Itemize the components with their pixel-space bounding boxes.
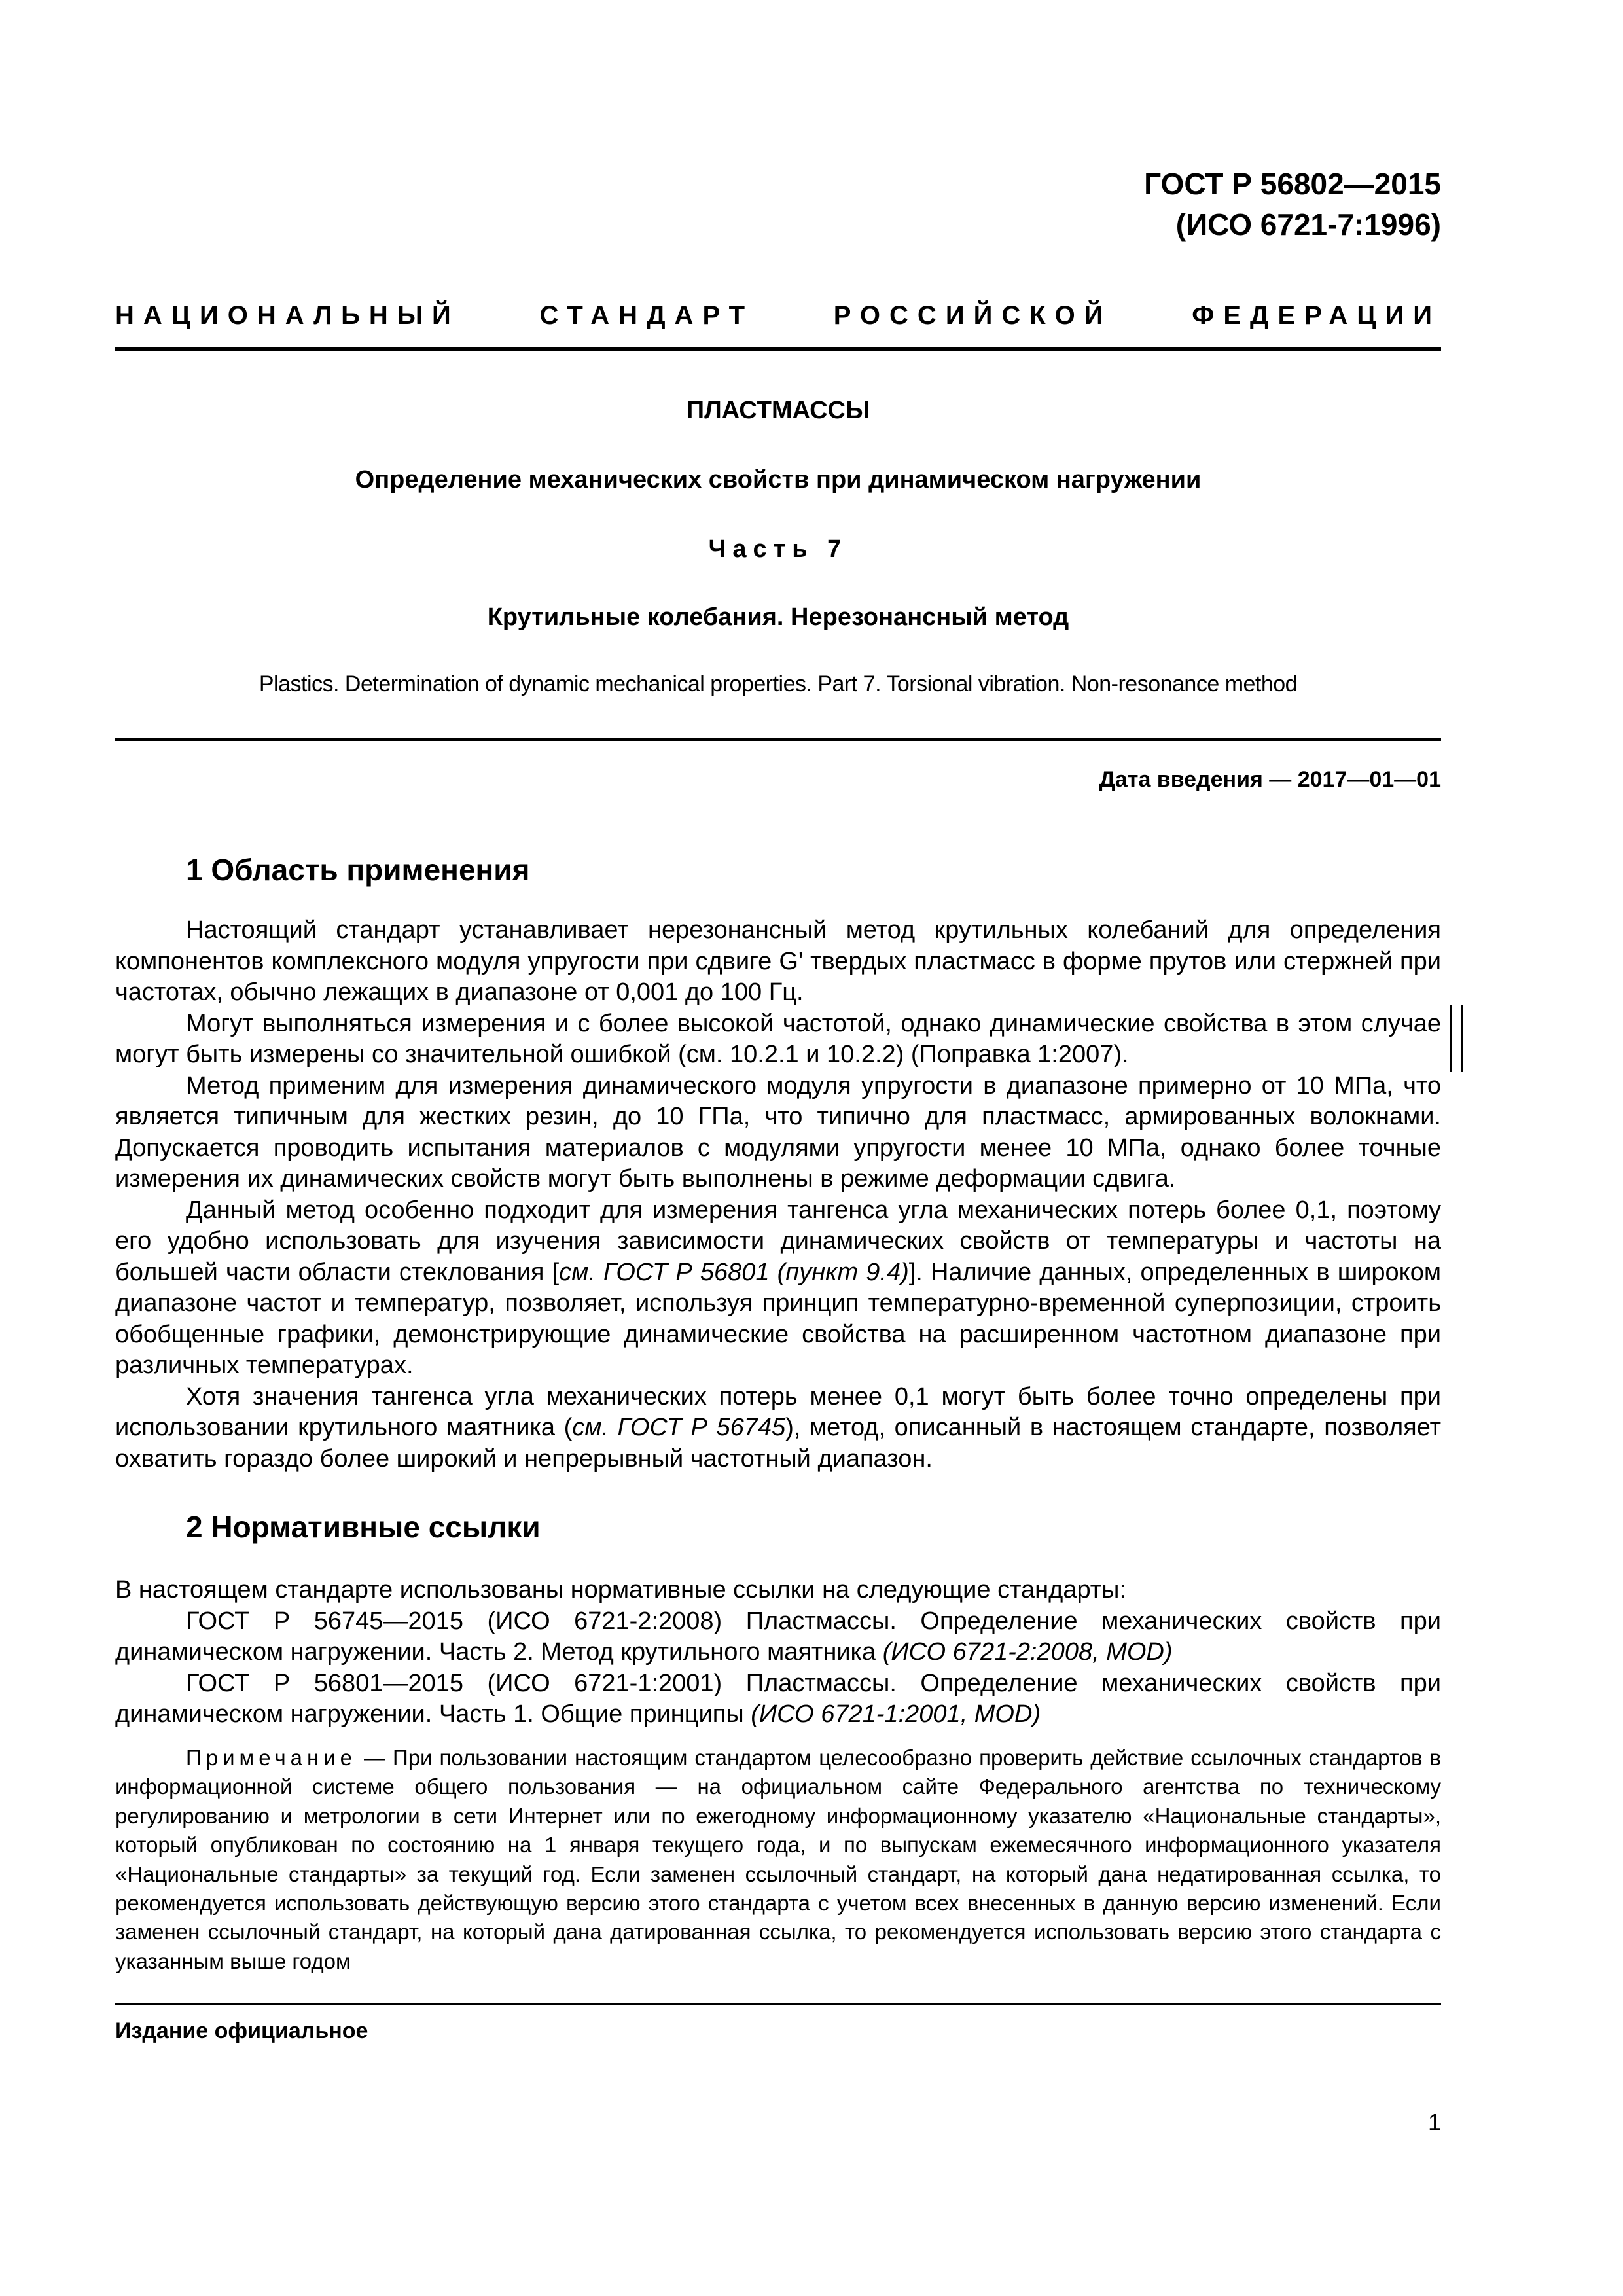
document-title: ПЛАСТМАССЫ bbox=[686, 397, 870, 424]
note-block bbox=[115, 1744, 1441, 1976]
reference-equivalence: (ИСО 6721-1:2001, MOD) bbox=[751, 1700, 1041, 1728]
banner-word: НАЦИОНАЛЬНЫЙ bbox=[115, 301, 460, 330]
amendment-margin-mark bbox=[1450, 1005, 1463, 1072]
paragraph: В настоящем стандарте использованы нормативные ссылки на следующие стандарты: bbox=[115, 1576, 1127, 1604]
section-2-heading: 2 Нормативные ссылки bbox=[186, 1510, 541, 1544]
page-number: 1 bbox=[1427, 2109, 1441, 2136]
note-paragraph bbox=[115, 1744, 1441, 1976]
standard-number: ГОСТ Р 56802—2015 bbox=[1144, 167, 1441, 201]
part-title: Крутильные колебания. Нерезонансный метод bbox=[487, 603, 1069, 631]
banner-word: ФЕДЕРАЦИИ bbox=[1192, 301, 1441, 330]
reference-text: ГОСТ Р 56801—2015 (ИСО 6721-1:2001) Пластмассы. Определение механических свойств при динамическом нагружении. Часть 1. Общие принципы bbox=[115, 1669, 1441, 1728]
paragraph-text: Хотя значения тангенса угла механических потерь менее 0,1 могут быть более точно определены при использовании крутильного маятника ( bbox=[115, 1382, 1441, 1441]
paragraph: Настоящий стандарт устанавливает нерезонансный метод крутильных колебаний для определения компонентов комплексного модуля упругости при сдвиге G' твердых пластмасс в форме прутов или стержней при частотах, обычно лежащих в диапазоне от 0,001 до 100 Гц. bbox=[115, 916, 1441, 1006]
introduction-date: Дата введения — 2017—01—01 bbox=[1099, 767, 1441, 792]
cross-reference: см. ГОСТ Р 56801 (пункт 9.4) bbox=[559, 1258, 909, 1286]
paragraph bbox=[115, 1195, 1441, 1382]
english-title: Plastics. Determination of dynamic mechanical properties. Part 7. Torsional vibration. Non-resonance method bbox=[259, 672, 1298, 696]
paragraph-text: Данный метод особенно подходит для измерения тангенса угла механических потерь более 0,1, поэтому его удобно использовать для изучения зависимости динамических свойств от температуры и частоты на большей части области стеклования [ bbox=[115, 1196, 1441, 1286]
national-standard-banner bbox=[115, 301, 1441, 331]
banner-word: СТАНДАРТ bbox=[539, 301, 755, 330]
paragraph: Могут выполняться измерения и с более высокой частотой, однако динамические свойства в этом случае могут быть измерены со значительной ошибкой (см. 10.2.1 и 10.2.2) (Поправка 1:2007). bbox=[115, 1009, 1441, 1068]
paragraph-text: ]. Наличие данных, определенных в широком диапазоне частот и температур, позволяет, используя принцип температурно-временной суперпозиции, строить обобщенные графики, демонстрирующие динамические свойства на расширенном частотном диапазоне при различных температурах. bbox=[115, 1258, 1441, 1379]
header-divider bbox=[115, 347, 1441, 351]
part-number: Часть 7 bbox=[708, 535, 848, 563]
cross-reference: см. ГОСТ Р 56745 bbox=[572, 1414, 786, 1441]
paragraph: Метод применим для измерения динамического модуля упругости в диапазоне примерно от 10 МПа, что является типичным для жестких резин, до 10 ГПа, что типично для пластмасс, армированных волокнами. Допускается проводить испытания материалов с модулями упругости менее 10 МПа, однако более точные измерения их динамических свойств могут быть выполнены в режиме деформации сдвига. bbox=[115, 1071, 1441, 1193]
paragraph-text: ), метод, описанный в настоящем стандарте, позволяет охватить гораздо более широкий и непрерывный частотный диапазон. bbox=[115, 1414, 1441, 1473]
standard-number-block bbox=[1144, 164, 1441, 245]
section-1-body bbox=[115, 915, 1441, 1475]
note-text: — При пользовании настоящим стандартом целесообразно проверить действие ссылочных стандартов в информационной системе общего пользования — на официальном сайте Федерального агентства по техническому регулированию и метрологии в сети Интернет или по ежегодному информационному указателю «Национальные стандарты», который опубликован по состоянию на 1 января текущего года, и по выпускам ежемесячного информационного указателя «Национальные стандарты» за текущий год. Если заменен ссылочный стандарт, на который дана недатированная ссылка, то рекомендуется использовать действующую версию этого стандарта с учетом всех внесенных в данную версию изменений. Если заменен ссылочный стандарт, на который дана датированная ссылка, то рекомендуется использовать версию этого стандарта с указанным выше годом bbox=[115, 1746, 1441, 1973]
banner-word: РОССИЙСКОЙ bbox=[833, 301, 1113, 330]
note-label: Примечание bbox=[186, 1746, 357, 1770]
official-edition-label: Издание официальное bbox=[115, 2018, 368, 2043]
reference-entry bbox=[115, 1668, 1441, 1731]
footer-divider bbox=[115, 2003, 1441, 2005]
reference-entry bbox=[115, 1606, 1441, 1668]
section-2-body bbox=[115, 1575, 1441, 1731]
iso-number: (ИСО 6721-7:1996) bbox=[1175, 207, 1441, 242]
section-1-heading: 1 Область применения bbox=[186, 853, 530, 887]
document-subtitle: Определение механических свойств при динамическом нагружении bbox=[355, 466, 1202, 493]
reference-text: ГОСТ Р 56745—2015 (ИСО 6721-2:2008) Пластмассы. Определение механических свойств при динамическом нагружении. Часть 2. Метод крутильного маятника bbox=[115, 1607, 1441, 1666]
title-divider bbox=[115, 738, 1441, 741]
reference-equivalence: (ИСО 6721-2:2008, MOD) bbox=[882, 1638, 1173, 1666]
paragraph bbox=[115, 1382, 1441, 1475]
